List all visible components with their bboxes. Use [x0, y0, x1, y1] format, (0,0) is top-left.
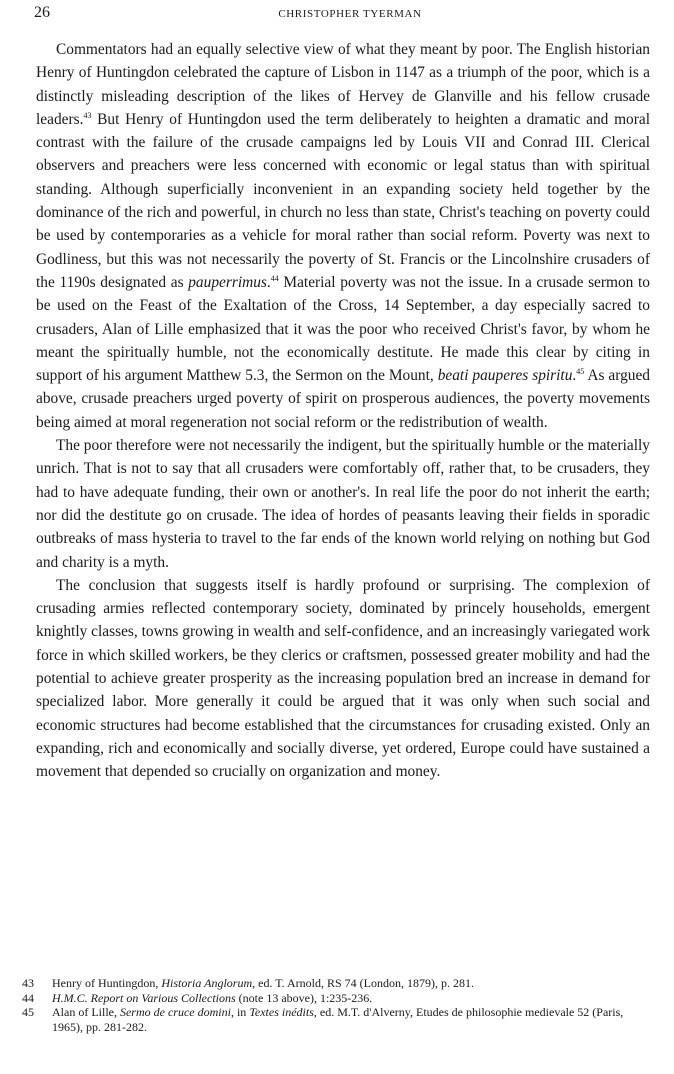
italic-text: H.M.C. Report on Various Collections [52, 990, 236, 1005]
footnote-ref: 45 [576, 367, 585, 377]
text-run: , in [230, 1005, 250, 1019]
paragraph [36, 38, 650, 434]
text-run: As argued above, crusade preachers urged poverty of spirit on prosperous audiences, the poverty movements being aimed at moral regeneration not social reform or the redistribution of wealth. [36, 367, 650, 431]
text-run: But Henry of Huntingdon used the term deliberately to heighten a dramatic and moral contrast with the failure of the crusade campaigns led by Louis VII and Conrad III. Clerical observers and preachers were less concerned with economic or legal status than with spiritual standing. Although superficially inconvenient in an expanding society held together by the dominance of the rich and powerful, in church no less than state, Christ's teaching on poverty could be used by contemporaries as a vehicle for moral rather than social reform. Poverty was next to Godliness, but this was not necessarily the poverty of St. Francis or the Lincolnshire crusaders of the 1190s designated as [36, 110, 650, 291]
footnote-number: 44 [22, 990, 34, 1005]
text-run: The poor therefore were not necessarily the indigent, but the spiritually humble or the materially unrich. That is not to say that all crusaders were comfortably off, rather that, to be crusaders, they had to have adequate funding, their own or another's. In real life the poor do not inherit the earth; nor did the destitute go on crusade. The idea of hordes of peasants leaving their fields in sporadic outbreaks of mass hysteria to travel to the far ends of the known world relying on nothing but God and charity is a myth. [36, 437, 650, 571]
text-run: . [266, 273, 271, 291]
paragraph [36, 574, 650, 784]
text-run: The conclusion that suggests itself is hardly profound or surprising. The complexion of crusading armies reflected contemporary society, dominated by princely households, emergent knightly classes, towns growing in wealth and self-confidence, and an increasingly variegated work force in which skilled workers, be they clerics or craftsmen, possessed greater mobility and had the potential to achieve greater prosperity as the increasing population bred an increase in demand for specialized labor. More generally it could be argued that it was only when such social and economic structures had become established that the circumstances for crusading existed. Only an expanding, rich and economically and socially diverse, yet ordered, Europe could have sustained a movement that depended so crucially on organization and money. [36, 576, 650, 781]
footnote [22, 976, 638, 991]
footnote-number: 45 [22, 1005, 34, 1019]
footnote [22, 991, 638, 1006]
text-run: , ed. M.T. d'Alverny, Etudes de philosophie medievale 52 (Paris, 1965), pp. 281-282. [52, 1005, 624, 1034]
page-number: 26 [34, 4, 50, 21]
text-run: Alan of Lille, [52, 1005, 120, 1019]
footnotes [22, 976, 638, 1034]
italic-text: pauperrimus [188, 273, 267, 291]
footnote-ref: 43 [83, 110, 92, 120]
paragraph [36, 434, 650, 574]
italic-text: beati pauperes spiritu [437, 367, 573, 385]
footnote-ref: 44 [270, 273, 279, 283]
text-run: Material poverty was not the issue. In a crusade sermon to be used on the Feast of the Exaltation of the Cross, 14 September, a day especially sacred to crusaders, Alan of Lille emphasized that it was the poor who received Christ's favor, by whom he meant the spiritually humble, not the economically destitute. He made this clear by citing in support of his argument Matthew 5.3, the Sermon on the Mount, [36, 273, 650, 385]
italic-text: Historia Anglorum [161, 976, 253, 990]
footnote-text [52, 976, 638, 991]
text-run: . [572, 367, 577, 385]
text-run: Commentators had an equally selective view of what they meant by poor. The English historian Henry of Huntingdon celebrated the capture of Lisbon in 1147 as a triumph of the poor, which is a distinctly misleading description of the likes of Hervey de Glanville and his fellow crusade leaders. [36, 41, 650, 128]
body-text [36, 38, 650, 784]
footnote [22, 1005, 638, 1034]
footnote-text [52, 991, 638, 1006]
text-run: Henry of Huntingdon, [52, 976, 162, 990]
text-run: (note 13 above), 1:235-236. [235, 990, 373, 1005]
footnote-number: 43 [22, 976, 34, 990]
text-run: , ed. T. Arnold, RS 74 (London, 1879), p. 281. [252, 976, 475, 990]
footnote-text [52, 1005, 638, 1034]
italic-text: Sermo de cruce domini [119, 1005, 231, 1019]
italic-text: Textes inédits [249, 1005, 314, 1019]
running-head: CHRISTOPHER TYERMAN [278, 8, 422, 20]
